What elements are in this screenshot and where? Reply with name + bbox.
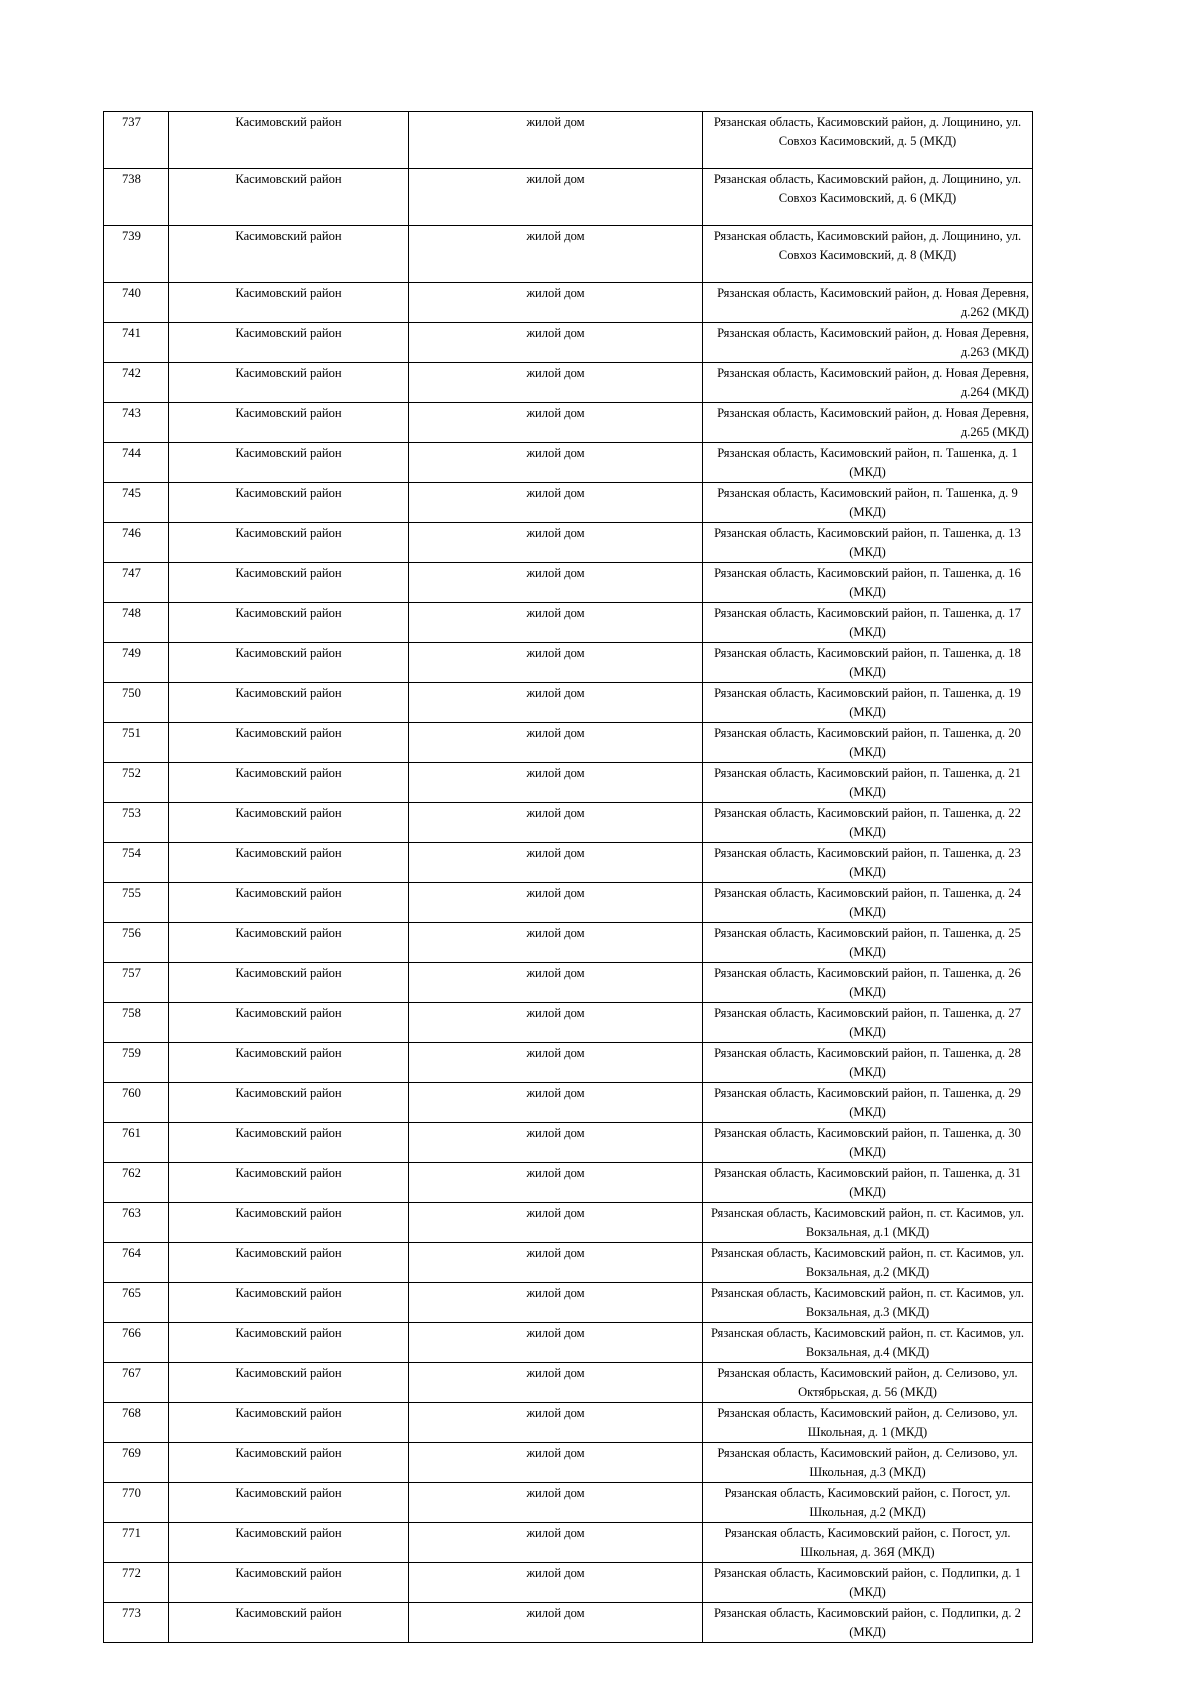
address-cell: Рязанская область, Касимовский район, с. Погост, ул. Школьная, д.2 (МКД) [703,1483,1033,1523]
object-type-cell: жилой дом [409,1563,703,1603]
object-type-cell: жилой дом [409,683,703,723]
object-type-cell: жилой дом [409,763,703,803]
object-type-cell: жилой дом [409,883,703,923]
table-row [104,763,1033,803]
district-cell: Касимовский район [169,1403,409,1443]
row-number-cell: 757 [104,963,169,1003]
address-cell: Рязанская область, Касимовский район, п. Ташенка, д. 19 (МКД) [703,683,1033,723]
row-number-cell: 752 [104,763,169,803]
table-row [104,1323,1033,1363]
table-row [104,363,1033,403]
address-cell: Рязанская область, Касимовский район, п. ст. Касимов, ул. Вокзальная, д.2 (МКД) [703,1243,1033,1283]
object-type-cell: жилой дом [409,603,703,643]
table-row [104,683,1033,723]
row-number-cell: 744 [104,443,169,483]
table-row [104,1123,1033,1163]
object-type-cell: жилой дом [409,169,703,226]
district-cell: Касимовский район [169,1083,409,1123]
row-number-cell: 751 [104,723,169,763]
row-number-cell: 753 [104,803,169,843]
row-number-cell: 758 [104,1003,169,1043]
district-cell: Касимовский район [169,1603,409,1643]
table-row [104,283,1033,323]
table-row [104,563,1033,603]
table-row [104,1003,1033,1043]
district-cell: Касимовский район [169,1443,409,1483]
object-type-cell: жилой дом [409,323,703,363]
object-type-cell: жилой дом [409,443,703,483]
table-row [104,1243,1033,1283]
address-cell: Рязанская область, Касимовский район, п. ст. Касимов, ул. Вокзальная, д.1 (МКД) [703,1203,1033,1243]
district-cell: Касимовский район [169,112,409,169]
district-cell: Касимовский район [169,323,409,363]
row-number-cell: 773 [104,1603,169,1643]
address-cell: Рязанская область, Касимовский район, п. ст. Касимов, ул. Вокзальная, д.3 (МКД) [703,1283,1033,1323]
address-cell: Рязанская область, Касимовский район, п. Ташенка, д. 20 (МКД) [703,723,1033,763]
row-number-cell: 749 [104,643,169,683]
district-cell: Касимовский район [169,169,409,226]
address-cell: Рязанская область, Касимовский район, п. Ташенка, д. 24 (МКД) [703,883,1033,923]
district-cell: Касимовский район [169,1203,409,1243]
district-cell: Касимовский район [169,1323,409,1363]
table-row [104,603,1033,643]
table-row [104,883,1033,923]
row-number-cell: 748 [104,603,169,643]
district-cell: Касимовский район [169,1523,409,1563]
address-cell: Рязанская область, Касимовский район, п. ст. Касимов, ул. Вокзальная, д.4 (МКД) [703,1323,1033,1363]
object-type-cell: жилой дом [409,226,703,283]
row-number-cell: 740 [104,283,169,323]
table-row [104,443,1033,483]
row-number-cell: 739 [104,226,169,283]
address-cell: Рязанская область, Касимовский район, д. Новая Деревня, д.265 (МКД) [703,403,1033,443]
table-row [104,723,1033,763]
table-row [104,1563,1033,1603]
object-type-cell: жилой дом [409,1523,703,1563]
row-number-cell: 768 [104,1403,169,1443]
object-type-cell: жилой дом [409,283,703,323]
object-type-cell: жилой дом [409,1203,703,1243]
district-cell: Касимовский район [169,563,409,603]
row-number-cell: 770 [104,1483,169,1523]
table-row [104,1363,1033,1403]
district-cell: Касимовский район [169,443,409,483]
district-cell: Касимовский район [169,803,409,843]
table-row [104,1043,1033,1083]
address-cell: Рязанская область, Касимовский район, п. Ташенка, д. 25 (МКД) [703,923,1033,963]
row-number-cell: 746 [104,523,169,563]
object-type-cell: жилой дом [409,963,703,1003]
address-cell: Рязанская область, Касимовский район, п. Ташенка, д. 29 (МКД) [703,1083,1033,1123]
district-cell: Касимовский район [169,363,409,403]
table-row [104,1283,1033,1323]
row-number-cell: 762 [104,1163,169,1203]
object-type-cell: жилой дом [409,363,703,403]
row-number-cell: 763 [104,1203,169,1243]
row-number-cell: 750 [104,683,169,723]
address-cell: Рязанская область, Касимовский район, п. Ташенка, д. 16 (МКД) [703,563,1033,603]
address-cell: Рязанская область, Касимовский район, п. Ташенка, д. 27 (МКД) [703,1003,1033,1043]
address-cell: Рязанская область, Касимовский район, д. Селизово, ул. Школьная, д.3 (МКД) [703,1443,1033,1483]
table-row [104,843,1033,883]
row-number-cell: 737 [104,112,169,169]
object-type-cell: жилой дом [409,1323,703,1363]
address-cell: Рязанская область, Касимовский район, п. Ташенка, д. 21 (МКД) [703,763,1033,803]
table-row [104,1483,1033,1523]
object-type-cell: жилой дом [409,1243,703,1283]
object-type-cell: жилой дом [409,523,703,563]
table-row [104,643,1033,683]
table-row [104,403,1033,443]
district-cell: Касимовский район [169,523,409,563]
table-row [104,1523,1033,1563]
row-number-cell: 765 [104,1283,169,1323]
district-cell: Касимовский район [169,1243,409,1283]
address-cell: Рязанская область, Касимовский район, п. Ташенка, д. 23 (МКД) [703,843,1033,883]
table-row [104,523,1033,563]
district-cell: Касимовский район [169,1483,409,1523]
district-cell: Касимовский район [169,1363,409,1403]
table-row [104,963,1033,1003]
object-type-cell: жилой дом [409,1083,703,1123]
table-row [104,323,1033,363]
address-cell: Рязанская область, Касимовский район, д. Лощинино, ул. Совхоз Касимовский, д. 8 (МКД) [703,226,1033,283]
row-number-cell: 742 [104,363,169,403]
address-cell: Рязанская область, Касимовский район, п. Ташенка, д. 28 (МКД) [703,1043,1033,1083]
address-cell: Рязанская область, Касимовский район, д. Новая Деревня, д.262 (МКД) [703,283,1033,323]
row-number-cell: 767 [104,1363,169,1403]
row-number-cell: 743 [104,403,169,443]
district-cell: Касимовский район [169,403,409,443]
address-cell: Рязанская область, Касимовский район, п. Ташенка, д. 30 (МКД) [703,1123,1033,1163]
row-number-cell: 761 [104,1123,169,1163]
row-number-cell: 759 [104,1043,169,1083]
address-cell: Рязанская область, Касимовский район, п. Ташенка, д. 18 (МКД) [703,643,1033,683]
address-cell: Рязанская область, Касимовский район, п. Ташенка, д. 31 (МКД) [703,1163,1033,1203]
object-type-cell: жилой дом [409,1283,703,1323]
object-type-cell: жилой дом [409,1043,703,1083]
district-cell: Касимовский район [169,923,409,963]
district-cell: Касимовский район [169,643,409,683]
row-number-cell: 766 [104,1323,169,1363]
district-cell: Касимовский район [169,226,409,283]
address-cell: Рязанская область, Касимовский район, с. Погост, ул. Школьная, д. 36Я (МКД) [703,1523,1033,1563]
object-type-cell: жилой дом [409,1123,703,1163]
object-type-cell: жилой дом [409,1163,703,1203]
district-cell: Касимовский район [169,883,409,923]
address-cell: Рязанская область, Касимовский район, д. Новая Деревня, д.264 (МКД) [703,363,1033,403]
row-number-cell: 741 [104,323,169,363]
row-number-cell: 769 [104,1443,169,1483]
object-type-cell: жилой дом [409,843,703,883]
object-type-cell: жилой дом [409,403,703,443]
table-row [104,923,1033,963]
district-cell: Касимовский район [169,963,409,1003]
object-type-cell: жилой дом [409,1443,703,1483]
row-number-cell: 760 [104,1083,169,1123]
address-cell: Рязанская область, Касимовский район, п. Ташенка, д. 17 (МКД) [703,603,1033,643]
object-type-cell: жилой дом [409,803,703,843]
object-type-cell: жилой дом [409,1483,703,1523]
table-row [104,483,1033,523]
object-type-cell: жилой дом [409,1403,703,1443]
object-type-cell: жилой дом [409,1603,703,1643]
object-type-cell: жилой дом [409,923,703,963]
address-cell: Рязанская область, Касимовский район, с. Подлипки, д. 2 (МКД) [703,1603,1033,1643]
object-type-cell: жилой дом [409,1363,703,1403]
district-cell: Касимовский район [169,1123,409,1163]
district-cell: Касимовский район [169,283,409,323]
table-row [104,169,1033,226]
district-cell: Касимовский район [169,1003,409,1043]
registry-body [104,112,1033,1643]
address-cell: Рязанская область, Касимовский район, с. Подлипки, д. 1 (МКД) [703,1563,1033,1603]
district-cell: Касимовский район [169,683,409,723]
object-type-cell: жилой дом [409,723,703,763]
district-cell: Касимовский район [169,483,409,523]
row-number-cell: 754 [104,843,169,883]
table-row [104,1443,1033,1483]
district-cell: Касимовский район [169,1563,409,1603]
object-type-cell: жилой дом [409,643,703,683]
district-cell: Касимовский район [169,843,409,883]
row-number-cell: 764 [104,1243,169,1283]
table-row [104,1603,1033,1643]
table-row [104,1083,1033,1123]
row-number-cell: 738 [104,169,169,226]
address-cell: Рязанская область, Касимовский район, д. Лощинино, ул. Совхоз Касимовский, д. 6 (МКД) [703,169,1033,226]
address-cell: Рязанская область, Касимовский район, п. Ташенка, д. 13 (МКД) [703,523,1033,563]
address-cell: Рязанская область, Касимовский район, д. Новая Деревня, д.263 (МКД) [703,323,1033,363]
address-cell: Рязанская область, Касимовский район, п. Ташенка, д. 1 (МКД) [703,443,1033,483]
address-cell: Рязанская область, Касимовский район, п. Ташенка, д. 22 (МКД) [703,803,1033,843]
address-cell: Рязанская область, Касимовский район, д. Селизово, ул. Школьная, д. 1 (МКД) [703,1403,1033,1443]
table-row [104,1163,1033,1203]
table-row [104,226,1033,283]
table-row [104,112,1033,169]
district-cell: Касимовский район [169,763,409,803]
row-number-cell: 745 [104,483,169,523]
address-cell: Рязанская область, Касимовский район, д. Селизово, ул. Октябрьская, д. 56 (МКД) [703,1363,1033,1403]
address-cell: Рязанская область, Касимовский район, д. Лощинино, ул. Совхоз Касимовский, д. 5 (МКД) [703,112,1033,169]
row-number-cell: 747 [104,563,169,603]
object-type-cell: жилой дом [409,483,703,523]
address-cell: Рязанская область, Касимовский район, п. Ташенка, д. 26 (МКД) [703,963,1033,1003]
row-number-cell: 771 [104,1523,169,1563]
object-type-cell: жилой дом [409,563,703,603]
district-cell: Касимовский район [169,603,409,643]
object-type-cell: жилой дом [409,112,703,169]
housing-registry-table [103,111,1033,1643]
object-type-cell: жилой дом [409,1003,703,1043]
district-cell: Касимовский район [169,723,409,763]
row-number-cell: 755 [104,883,169,923]
row-number-cell: 756 [104,923,169,963]
row-number-cell: 772 [104,1563,169,1603]
district-cell: Касимовский район [169,1163,409,1203]
district-cell: Касимовский район [169,1043,409,1083]
table-row [104,1203,1033,1243]
table-row [104,803,1033,843]
district-cell: Касимовский район [169,1283,409,1323]
address-cell: Рязанская область, Касимовский район, п. Ташенка, д. 9 (МКД) [703,483,1033,523]
table-row [104,1403,1033,1443]
